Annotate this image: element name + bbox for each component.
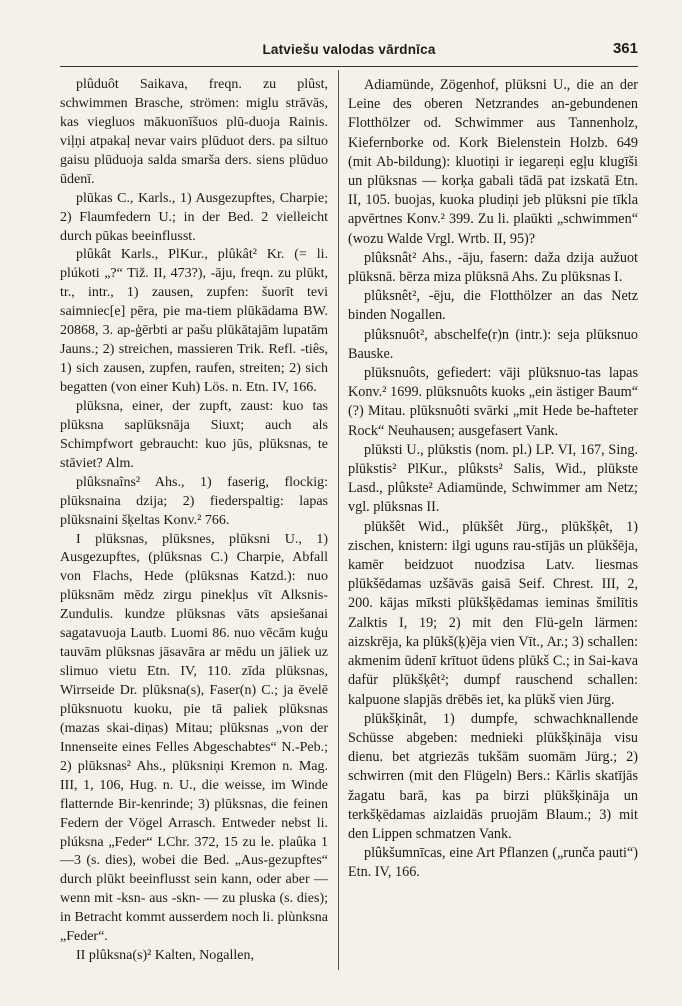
entry-pluksnas-i: I plūksnas, plūksnes, plūksni U., 1) Ausgezupftes, (plūksnas C.) Charpie, Abfall von Flachs, Hede (plūksnas Katzd.): nuo plūksnām mēdz zirgu pinekļus vīt Alksnis-Zundulis. kundze plūksnas vāts apsiešanai sagatavuoja Lautb. Luomi 86. nuo vēcām kuģu tauvām plūksnas jāsavāra ar mēdu un jāliek uz slimuo vietu Etn. IV, 110. zīda plūksnas, Wirrseide Dr. plūksna(s), Faser(n) C.; ja ēvelē plūksnuotu kuoku, pie tā paliek plūksnas (mazas skai-diņas) Mitau; plūksnas „von der Innenseite eines Felles Abgeschabtes“ N.-Peb.; 2) plūksnas² Ahs., plūksniņi Kremon n. Mag. III, 1, 106, Hug. n. U., die weisse, im Winde flatternde Bir-kenrinde; 3) plūksnas, die feinen Federn der Vögel Arrasch. Entweder nebst li. plúksna „Feder“ LChr. 372, 15 zu le. plaûka 1—3 (s. dies), wobei die Bed. „Aus-gezupftes“ durch plūkt beeinflusst sein kann, oder aber — wenn mit -ksn- aus -skn- — zu pluska (s. dies); in Betracht kommt ausserdem noch li. plùnksna „Feder“. bbox=[60, 531, 328, 945]
entry-pluksumnicas: plûkšumnīcas, eine Art Pflanzen („runča pauti“) Etn. IV, 166. bbox=[348, 845, 638, 881]
right-column bbox=[348, 76, 638, 883]
running-header bbox=[60, 40, 638, 62]
entry-pluksti: plūksti U., plūkstis (nom. pl.) LP. VI, 167, Sing. plūkstis² PlKur., plûksts² Salis, Wid., plūkste Lasd., plûkste² Adiamünde, Schwimmer am Netz; vgl. plūksnas II. bbox=[348, 441, 638, 516]
page-number: 361 bbox=[612, 40, 638, 57]
entry-pluduot: plûduôt Saikava, freqn. zu plûst, schwimmen Brasche, strömen: miglu strāvās, kas viegluos mākuonīšuos plū-duoja Rainis. viļņi atpakaļ nevar vairs plūduot ders. pa siltuo gaisu plūduoja salda smarša ders. siens plūduo ūdenī. bbox=[60, 77, 328, 187]
page-title: Latviešu valodas vārdnīca bbox=[262, 42, 436, 57]
left-column bbox=[60, 76, 328, 966]
entry-pluksnet: plûksnêt², -ēju, die Flotthölzer an das Netz binden Nogallen. bbox=[348, 288, 638, 324]
entry-plukat: plûkât Karls., PlKur., plûkât² Kr. (= li. plúkoti „?“ Tiž. II, 473?), -āju, freqn. zu plūkt, tr., intr., 1) zausen, zupfen: šuorīt tevi saimniec[e] pēra, pie ma-tiem plūkādama BW. 20868, 3. ap-ģērbti ar pašu plūkātajām lupatām Jauns.; 2) streichen, massieren Trik. Refl. -tiês, 1) sich zausen, zupfen, raufen, streiten; 2) sich begatten (von einer Kuh) Lös. n. Etn. IV, 166. bbox=[60, 247, 328, 395]
entry-plukskinat: plūkšķinât, 1) dumpfe, schwachknallende Schüsse abgeben: mednieki plūkšķināja visu dienu. bet atgriezās tukšām suomām Jürg.; 2) schwirren (mit den Flügeln) Bers.: Kārlis skatījās žagatu barā, kas pa birzi plūkšķināja un terkšķēdamas aizlaidās pruojām Blaum.; 3) mit den Lippen schmatzen Vank. bbox=[348, 710, 638, 842]
entry-pluksna: plūksna, einer, der zupft, zaust: kuo tas plūksna saplūksnāja Siuxt; auch als Schimpfwort gebraucht: kuo jūs, plūksnas, te stāviet? Alm. bbox=[60, 398, 328, 471]
entry-pluksnas-ii: II plûksna(s)² Kalten, Nogallen, bbox=[76, 948, 254, 964]
entry-pluksnains: plûksnaîns² Ahs., 1) faserig, flockig: plūksnaina dzija; 2) fiederspaltig: lapas plūksnaini šķeltas Konv.² 766. bbox=[60, 474, 328, 528]
entry-pluksnuot: plûksnuôt², abschelfe(r)n (intr.): seja plūksnuo Bauske. bbox=[348, 326, 638, 362]
entry-pluksnat: plûksnât² Ahs., -āju, fasern: daža dzija aužuot plūksnā. bērza miza plūksnā Ahs. Zu plūksnas I. bbox=[348, 249, 638, 286]
header-rule bbox=[60, 66, 638, 67]
entry-pluksnuots: plūksnuôts, gefiedert: vāji plūksnuo-tas lapas Konv.² 1699. plūksnuôts kuoks „ein ästiger Baum“ (?) Mitau. plūksnuôti svārki „mit Hede be-hafteter Rock“ Neuhausen; ausgefasert Vank. bbox=[348, 365, 638, 439]
entry-pluksnas-ii-cont: Adiamünde, Zögenhof, plūksni U., die an der Leine des oberen Netzrandes an-gebundenen Flotthölzer od. Schwimmer aus Tannenholz, Kiefernborke od. Kork Bielenstein Holzb. 649 (mit Ab-bildung): kluotiņi ir iegareņi egļu klugīši un plūksnas — korķa gabali tādā pat izskatā Etn. II, 105. buojas, kuoka pludiņi jeb plūksni pie tīkla apvērtnes Konv.² 399. Zu li. plaūkti „schwimmen“ (wozu Walde Vrgl. Wrtb. II, 95)? bbox=[348, 77, 638, 247]
entry-pluksset: plūkšêt Wid., plūkšêt Jürg., plūkšķêt, 1) zischen, knistern: ilgi uguns rau-stījās un plūkšēja, kamēr beidzuot nuodzisa Latv. liesmas plūkšēdamas uzšāvās gaisā Seif. Chrest. III, 2, 200. kājas mīksti plūkšķēdamas ieminas šmilītis Zalktis I, 19; 2) mit den Flü-geln lärmen: aizskrēja, ka plūkš(ķ)ēja vien Vīt., Ar.; 3) schallen: akmenim ūdenī krītuot ūdens plūkš C.; in Sai-kava dafür plūkšķêt²; dumpf rauschend schallen: kalpuone slapjās drēbēs iet, ka plūkš vien Jürg. bbox=[348, 518, 638, 708]
column-divider bbox=[338, 70, 339, 970]
entry-plukas: plūkas C., Karls., 1) Ausgezupftes, Charpie; 2) Flaumfedern U.; in der Bed. 2 vielleicht durch pūkas beeinflusst. bbox=[60, 190, 328, 244]
